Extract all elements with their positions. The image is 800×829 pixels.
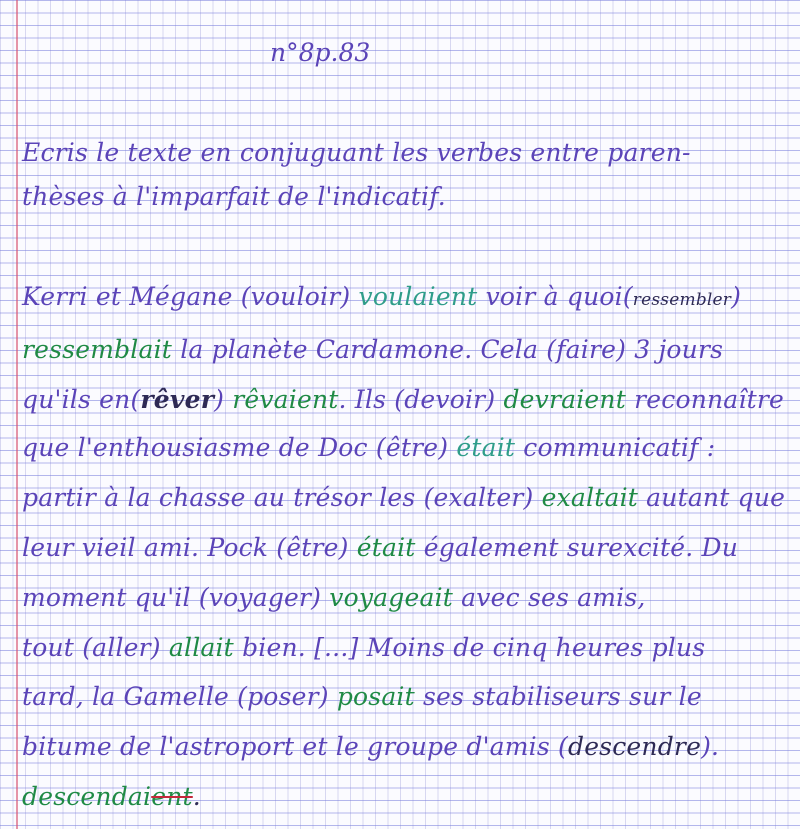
text-segment: partir à la chasse au trésor les (exalter) [22,483,542,512]
answer-verb: posait [336,682,415,711]
text-line-5 [22,483,792,513]
infinitive-note: rêver [140,385,215,414]
text-segment: également surexcité. Du [415,533,739,562]
text-line-9 [22,682,792,712]
exercise-title: n°8p.83 [270,38,371,67]
answer-verb: rêvaient [232,385,339,414]
answer-verb: devraient [503,385,626,414]
text-line-4 [22,433,792,463]
answer-verb: était [456,433,516,462]
crossed-out-ending: ent [151,782,193,811]
text-segment: que l'enthousiasme de Doc (être) [22,433,457,462]
text-segment: tard, la Gamelle (poser) [22,682,337,711]
text-line-10 [22,732,792,762]
text-segment: autant que [638,483,786,512]
text-segment: bitume de l'astroport et le groupe d'amis ( [22,732,568,761]
text-line-6 [22,533,792,563]
text-segment: . Ils (devoir) [338,385,504,414]
answer-verb: allait [168,633,234,662]
text-segment: tout (aller) [22,633,169,662]
answer-verb: ressemblait [22,335,173,364]
infinitive-note: ressembler [632,290,732,310]
text-segment: ses stabiliseurs sur le [414,682,702,711]
text-segment: la planète Cardamone. Cela (faire) 3 jours [172,335,724,364]
text-segment: moment qu'il (voyager) [22,583,330,612]
text-segment: bien. [...] Moins de cinq heures plus [233,633,706,662]
text-segment: . [192,782,201,811]
text-line-7 [22,583,792,613]
text-segment: ) [731,282,742,311]
text-segment: leur vieil ami. Pock (être) [22,533,357,562]
answer-verb: descendai [22,782,152,811]
text-segment: communicatif : [515,433,716,462]
text-segment: ). [701,732,720,761]
answer-verb: voyageait [329,583,454,612]
instruction-line-1: Ecris le texte en conjuguant les verbes entre paren- [22,138,691,167]
text-line-11 [22,782,792,812]
text-segment: avec ses amis, [453,583,646,612]
text-segment: voir à quoi( [477,282,633,311]
answer-verb: exaltait [541,483,639,512]
instruction-line-2: thèses à l'imparfait de l'indicatif. [22,182,446,211]
answer-verb: était [356,533,416,562]
text-line-2 [22,335,792,365]
text-line-8 [22,633,792,663]
answer-verb: voulaient [358,282,478,311]
text-segment: qu'ils en( [22,385,141,414]
infinitive-note: descendre [567,732,702,761]
text-segment: Kerri et Mégane (vouloir) [22,282,359,311]
text-line-1 [22,282,792,315]
text-line-3 [22,385,792,415]
text-segment: reconnaître [625,385,784,414]
text-segment: ) [214,385,233,414]
